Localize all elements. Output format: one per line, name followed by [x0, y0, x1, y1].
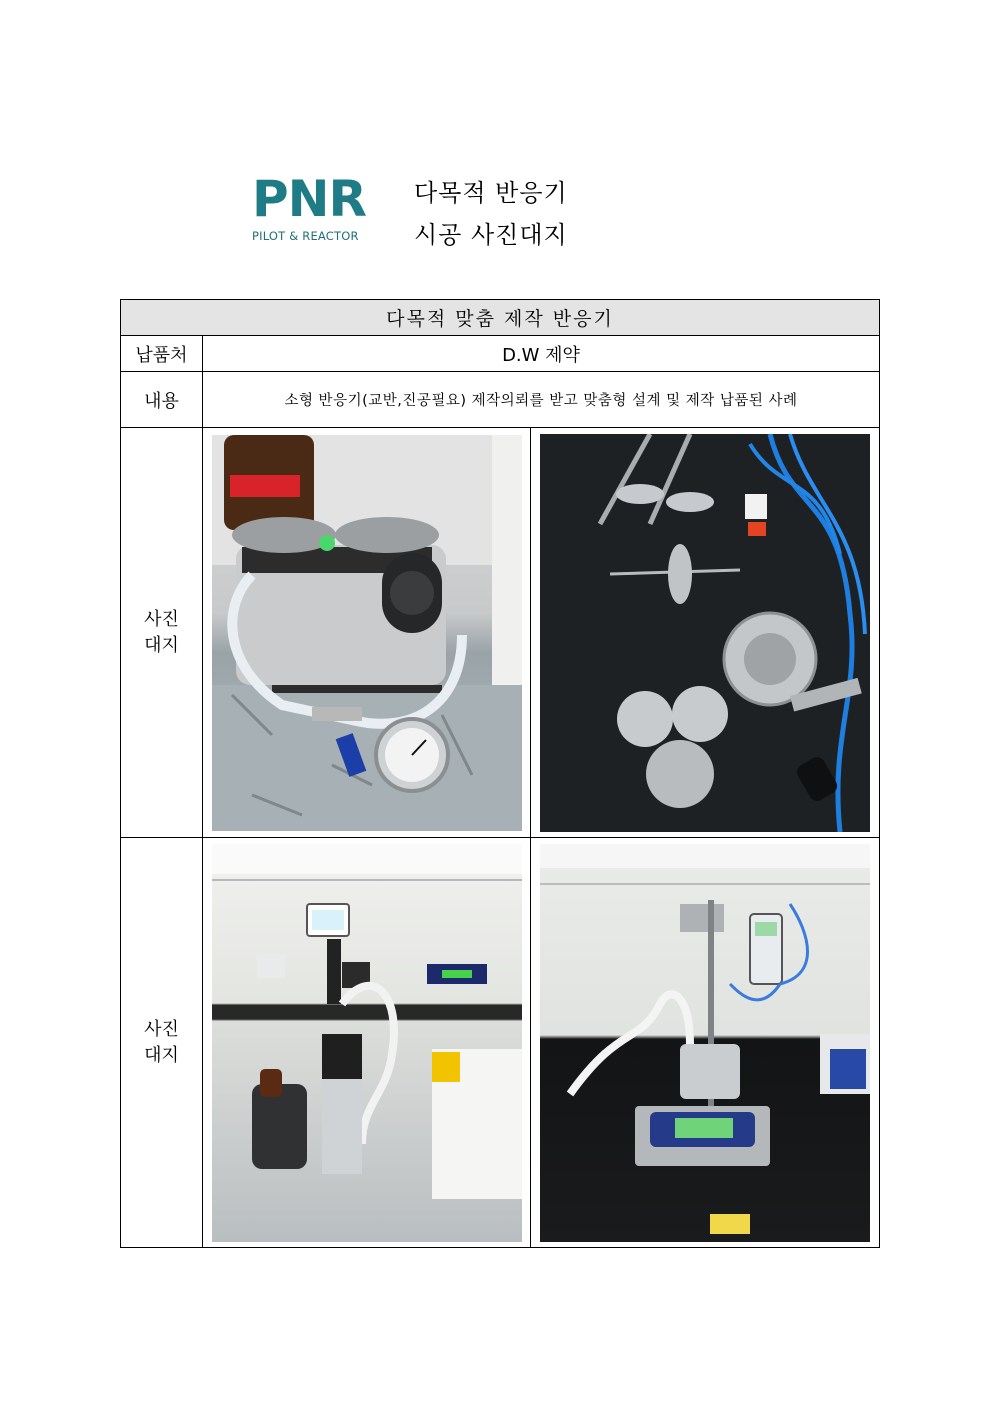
reactor-parts-photo — [540, 434, 870, 832]
client-value: D.W 제약 — [203, 336, 880, 372]
table-heading-row — [121, 300, 880, 336]
lab-installation-photo — [212, 844, 522, 1242]
document-title — [414, 172, 568, 256]
photo-cell-2 — [531, 428, 880, 838]
title-line-1: 다목적 반응기 — [414, 179, 568, 207]
logo-subtitle: PILOT & REACTOR — [252, 229, 359, 243]
client-row — [121, 336, 880, 372]
content-label: 내용 — [121, 372, 203, 428]
photo-cell-1 — [203, 428, 531, 838]
photo-label-line-1: 사진 — [144, 608, 179, 630]
photo-cell-4 — [531, 838, 880, 1248]
photo-label-line-2: 대지 — [144, 634, 179, 656]
company-logo — [252, 172, 392, 246]
title-line-2: 시공 사진대지 — [414, 221, 568, 249]
logo-mark — [252, 170, 392, 228]
photo-cell-3 — [203, 838, 531, 1248]
photo-section-1 — [121, 428, 880, 838]
content-value: 소형 반응기(교반,진공필요) 제작의뢰를 받고 맞춤형 설계 및 제작 납품된 사례 — [203, 372, 880, 428]
logo-mark-text: PNR — [252, 170, 366, 228]
photo-sheet-table — [120, 299, 880, 1248]
photo-section-label — [121, 428, 203, 838]
client-label: 납품처 — [121, 336, 203, 372]
photo-section-2 — [121, 838, 880, 1248]
table-heading: 다목적 맞춤 제작 반응기 — [121, 300, 880, 336]
photo-label-line-2: 대지 — [144, 1044, 179, 1066]
vacuum-pump-photo — [212, 435, 522, 831]
photo-label-line-1: 사진 — [144, 1018, 179, 1040]
reactor-setup-photo — [540, 844, 870, 1242]
content-row — [121, 372, 880, 428]
photo-section-label — [121, 838, 203, 1248]
